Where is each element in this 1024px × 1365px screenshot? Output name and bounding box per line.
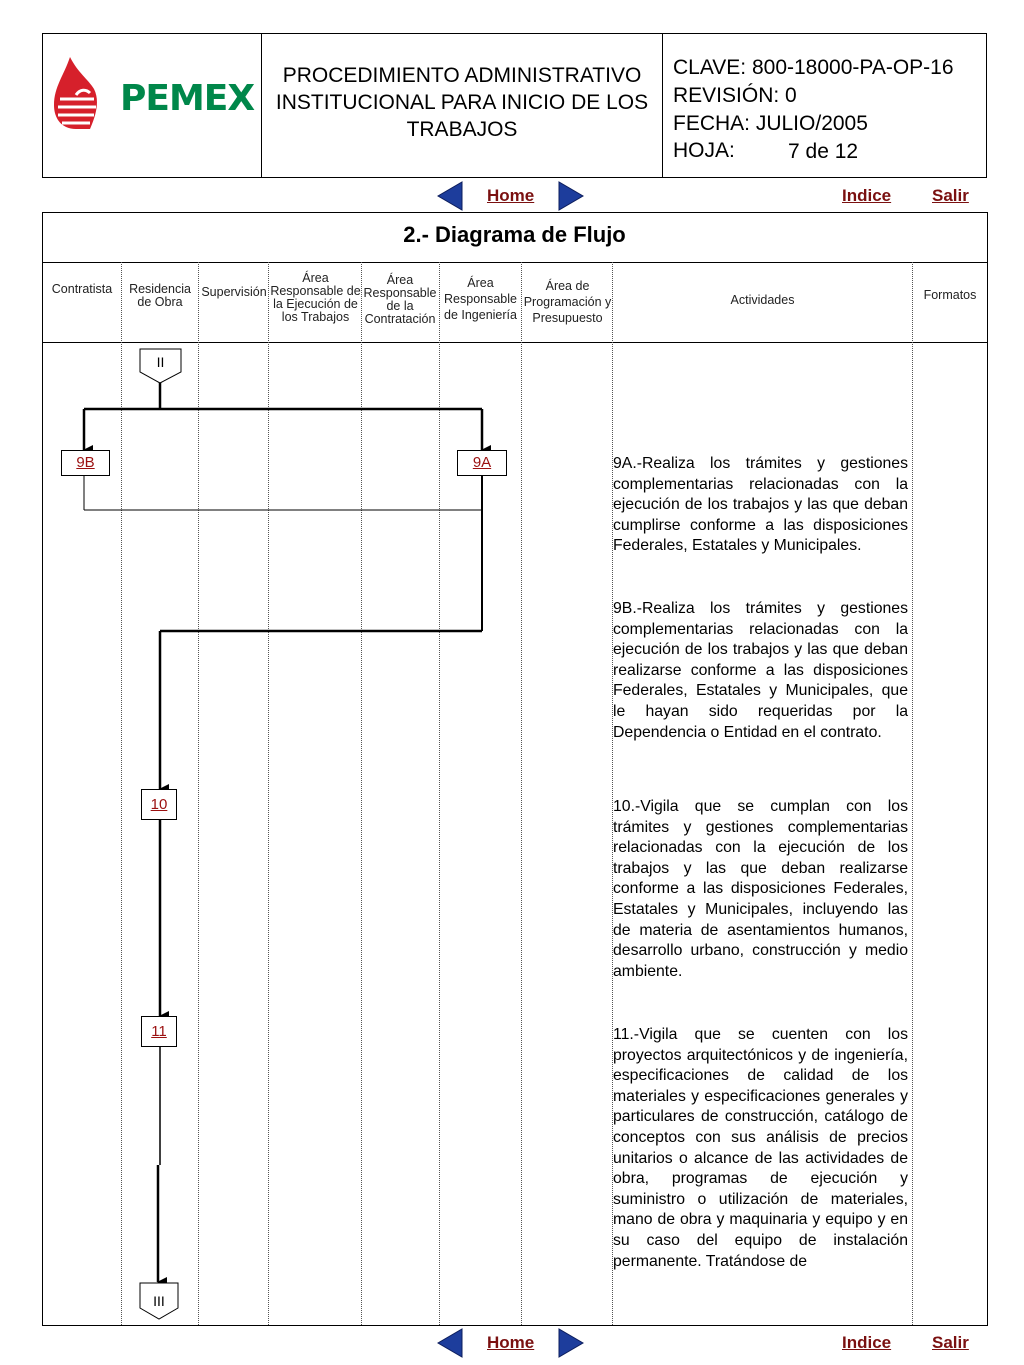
- logo-text: PEMEX: [120, 78, 255, 119]
- col-supervision: Supervisión: [201, 285, 267, 299]
- activity-11: [613, 1025, 908, 1272]
- section-title: 2.- Diagrama de Flujo: [403, 222, 626, 247]
- process-11-link[interactable]: 11: [151, 1023, 167, 1040]
- activity-9a: [613, 454, 908, 557]
- col-area-ejecucion: Área Responsable de la Ejecución de los Trabajos: [270, 271, 361, 324]
- document-title: PROCEDIMIENTO ADMINISTRATIVO INSTITUCIONAL PARA INICIO DE LOS TRABAJOS: [275, 64, 649, 141]
- hoja-value: 7 de 12: [788, 140, 859, 163]
- activity-9b-text: Realiza los trámites y gestiones complementarias relacionadas con la ejecución de los trabajos y las que deban realizarse conforme a las disposiciones Federales, Estatales y Municipales, que le hayan sido requeridas por la Dependencia o Entidad en el contrato.: [613, 600, 908, 741]
- fecha-text: FECHA: JULIO/2005: [673, 112, 868, 135]
- process-9b-link[interactable]: 9B: [76, 454, 95, 471]
- salir-link[interactable]: Salir: [932, 1333, 969, 1352]
- process-10-link[interactable]: 10: [150, 796, 168, 813]
- indice-link[interactable]: Indice: [842, 186, 892, 205]
- activity-10-text: Vigila que se cumplan con los trámites y gestiones complementarias relacionadas con la ejecución de los trabajos y las que deban realizarse conforme a las disposiciones Federales, Estatales y Municipales, incluyendo las de materia de asentamientos humanos, desarrollo urbano, construcción y medio ambiente.: [613, 798, 908, 980]
- home-link[interactable]: Home: [487, 186, 535, 205]
- activity-9b: [613, 599, 908, 743]
- offpage-connector-in: [139, 348, 182, 389]
- col-contratista: Contratista: [51, 282, 113, 296]
- process-9a[interactable]: [457, 450, 507, 476]
- next-arrow-icon[interactable]: [558, 1328, 584, 1363]
- activity-10-id: 10.-: [613, 798, 641, 815]
- indice-link[interactable]: Indice: [842, 1333, 892, 1352]
- activity-9a-id: 9A.-: [613, 455, 642, 472]
- col-area-contratacion: Área Responsable de la Contratación: [363, 273, 437, 326]
- prev-arrow-icon[interactable]: [437, 1328, 463, 1363]
- connector-out-label: III: [153, 1293, 165, 1309]
- clave-text: CLAVE: 800-18000-PA-OP-16: [673, 56, 954, 79]
- hoja-label: HOJA:: [673, 139, 735, 162]
- activity-11-text: Vigila que se cuenten con los proyectos arquitectónicos y de ingeniería, especificaciones de calidad de los materiales y especificaciones generales y particulares de construcción, catálogo de conceptos con sus análisis de precios unitarios o alcance de las actividades de obra, programas de ejecución y suministro o utilización de materiales, mano de obra y maquinaria y equipo y en su caso del equipo de instalación permanente. Tratándose de: [613, 1026, 908, 1270]
- process-9a-link[interactable]: 9A: [472, 454, 492, 471]
- col-formatos: Formatos: [923, 288, 977, 302]
- activity-9a-text: Realiza los trámites y gestiones complementarias relacionadas con la ejecución de los trabajos y las que deban cumplirse conforme a las disposiciones Federales, Estatales y Municipales.: [613, 455, 908, 555]
- activity-11-id: 11.-: [613, 1026, 640, 1043]
- connector-in-label: II: [156, 354, 165, 370]
- process-11[interactable]: [141, 1016, 177, 1047]
- col-area-programacion: Área de Programación y Presupuesto: [523, 279, 612, 325]
- offpage-connector-out: [139, 1282, 179, 1325]
- activity-10: [613, 797, 908, 982]
- col-area-ingenieria: Área Responsable de Ingeniería: [444, 276, 517, 322]
- salir-link[interactable]: Salir: [932, 186, 969, 205]
- home-link[interactable]: Home: [487, 1333, 535, 1352]
- revision-text: REVISIÓN: 0: [673, 84, 797, 107]
- activity-9b-id: 9B.-: [613, 600, 642, 617]
- process-9b[interactable]: [61, 450, 110, 476]
- process-10[interactable]: [141, 789, 177, 820]
- col-residencia: Residencia de Obra: [129, 282, 191, 309]
- col-actividades: Actividades: [730, 293, 795, 307]
